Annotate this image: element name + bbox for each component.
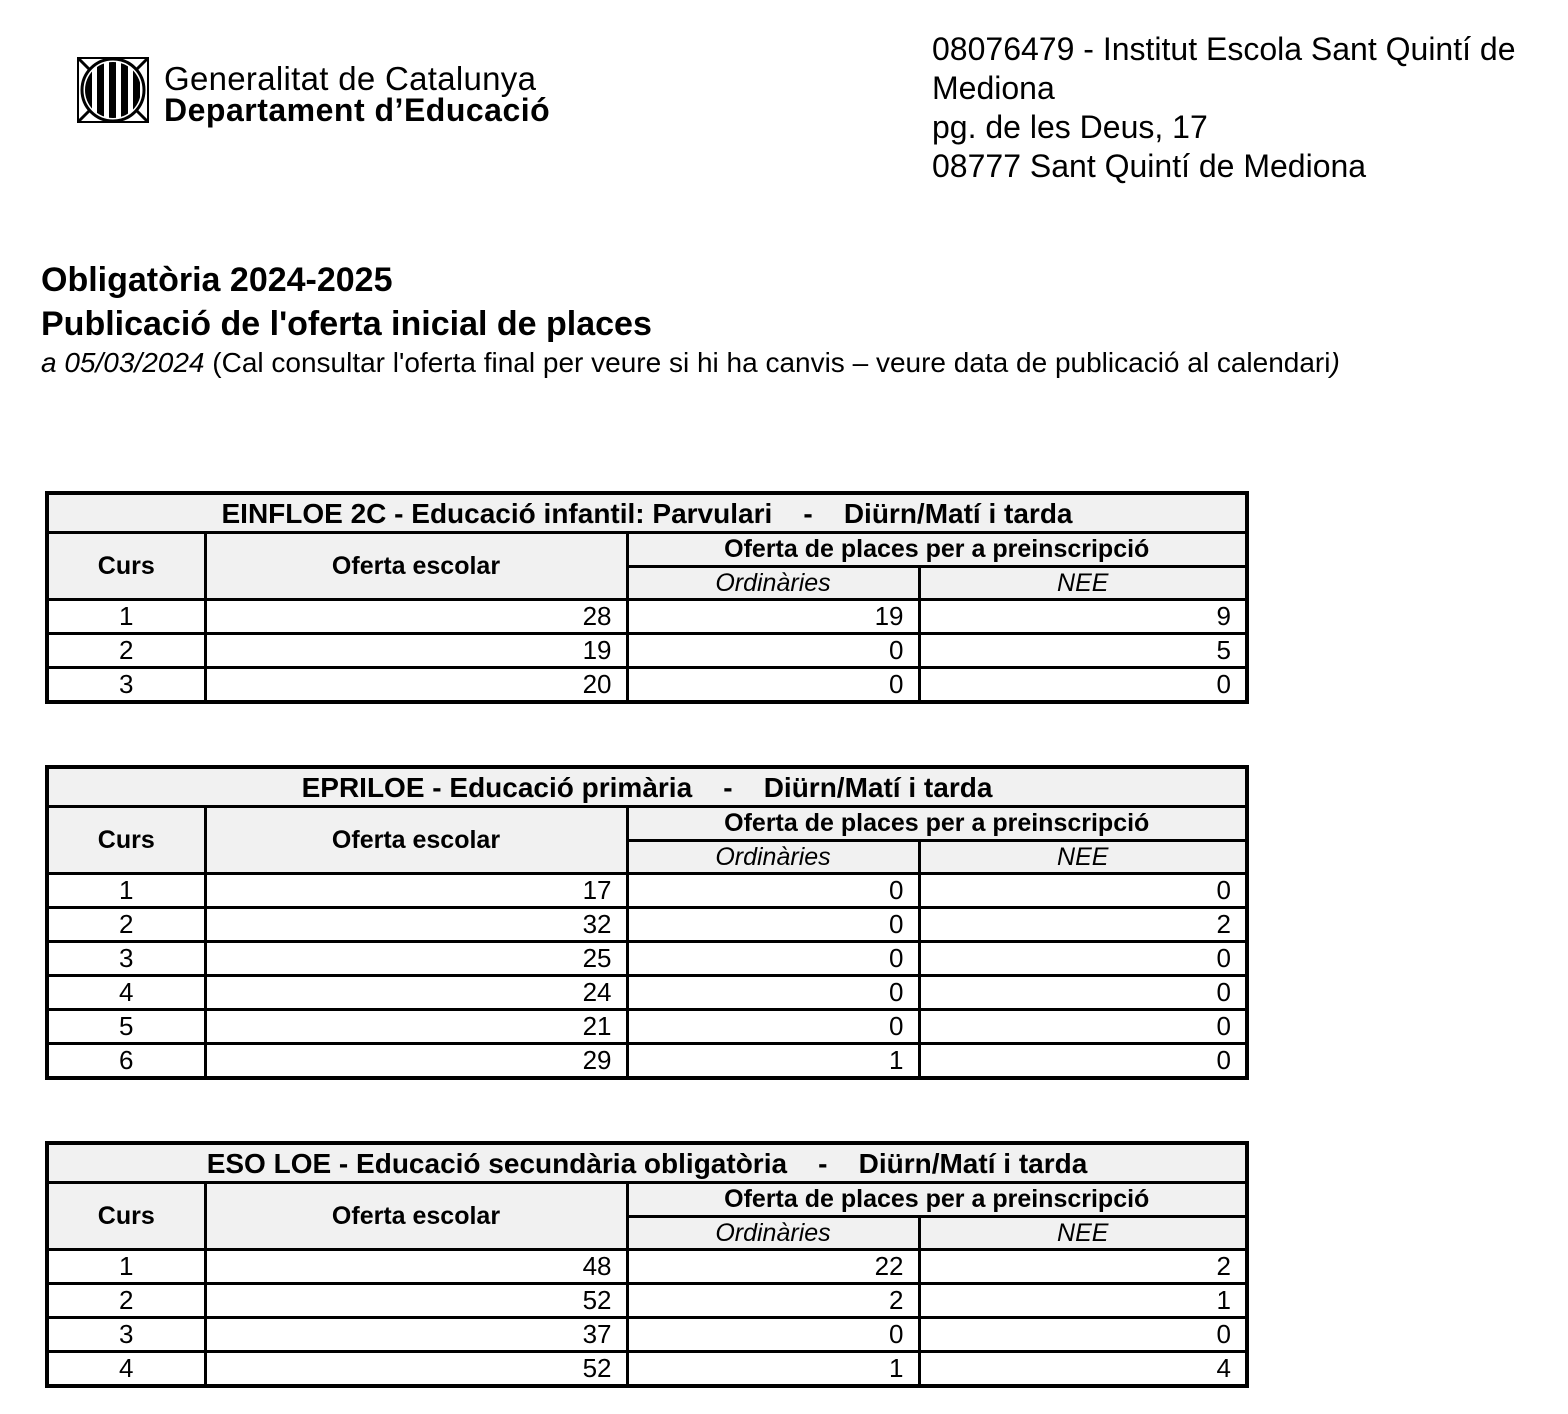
table-row — [47, 1284, 1247, 1318]
header-curs: Curs — [47, 807, 205, 874]
cell-oferta-escolar: 52 — [205, 1284, 627, 1318]
cell-ordinaries: 22 — [627, 1250, 919, 1284]
generalitat-logo — [77, 57, 149, 123]
cell-nee: 0 — [919, 976, 1247, 1010]
table-row — [47, 1010, 1247, 1044]
table-title: EINFLOE 2C - Educació infantil: Parvulari - Diürn/Matí i tarda — [47, 493, 1247, 533]
cell-oferta-escolar: 19 — [205, 634, 627, 668]
cell-nee: 0 — [919, 942, 1247, 976]
header-ordinaries: Ordinàries — [627, 567, 919, 600]
header-nee: NEE — [919, 1217, 1247, 1250]
table-row — [47, 1318, 1247, 1352]
table-row — [47, 874, 1247, 908]
table-row — [47, 600, 1247, 634]
cell-nee: 0 — [919, 1044, 1247, 1079]
publication-date: a 05/03/2024 — [41, 347, 205, 378]
cell-ordinaries: 0 — [627, 634, 919, 668]
cell-curs: 1 — [47, 874, 205, 908]
table-row — [47, 908, 1247, 942]
cell-curs: 5 — [47, 1010, 205, 1044]
cell-ordinaries: 0 — [627, 942, 919, 976]
cell-nee: 9 — [919, 600, 1247, 634]
cell-nee: 0 — [919, 668, 1247, 703]
school-name-cont: Mediona — [932, 70, 1055, 106]
cell-oferta-escolar: 21 — [205, 1010, 627, 1044]
cell-nee: 4 — [919, 1352, 1247, 1387]
header-preinscripcio: Oferta de places per a preinscripció — [627, 1183, 1247, 1217]
subtitle-close: ) — [1330, 347, 1340, 378]
cell-curs: 4 — [47, 1352, 205, 1387]
subtitle — [41, 347, 1340, 379]
cell-curs: 4 — [47, 976, 205, 1010]
cell-curs: 1 — [47, 600, 205, 634]
cell-nee: 0 — [919, 1010, 1247, 1044]
header-curs: Curs — [47, 1183, 205, 1250]
subtitle-note: (Cal consultar l'oferta final per veure si hi ha canvis – veure data de publicació al calendari — [204, 347, 1331, 378]
cell-oferta-escolar: 29 — [205, 1044, 627, 1079]
offer-table — [45, 1141, 1249, 1388]
table-row — [47, 942, 1247, 976]
cell-nee: 2 — [919, 908, 1247, 942]
org-name: Generalitat de Catalunya — [164, 60, 537, 97]
cell-curs: 1 — [47, 1250, 205, 1284]
cell-curs: 3 — [47, 942, 205, 976]
cell-curs: 3 — [47, 668, 205, 703]
cell-nee: 0 — [919, 1318, 1247, 1352]
header-ordinaries: Ordinàries — [627, 1217, 919, 1250]
cell-ordinaries: 0 — [627, 668, 919, 703]
table-row — [47, 634, 1247, 668]
cell-oferta-escolar: 17 — [205, 874, 627, 908]
department-name: Departament d’Educació — [164, 92, 551, 128]
cell-oferta-escolar: 37 — [205, 1318, 627, 1352]
cell-oferta-escolar: 28 — [205, 600, 627, 634]
table-row — [47, 1352, 1247, 1387]
cell-curs: 6 — [47, 1044, 205, 1079]
title-publication: Publicació de l'oferta inicial de places — [41, 305, 652, 343]
cell-ordinaries: 0 — [627, 908, 919, 942]
document-title — [41, 258, 652, 346]
header-preinscripcio: Oferta de places per a preinscripció — [627, 807, 1247, 841]
school-city: 08777 Sant Quintí de Mediona — [932, 148, 1367, 184]
header-nee: NEE — [919, 567, 1247, 600]
cell-nee: 5 — [919, 634, 1247, 668]
cell-curs: 2 — [47, 634, 205, 668]
cell-oferta-escolar: 24 — [205, 976, 627, 1010]
cell-oferta-escolar: 48 — [205, 1250, 627, 1284]
cell-oferta-escolar: 25 — [205, 942, 627, 976]
table-row — [47, 668, 1247, 703]
cell-ordinaries: 1 — [627, 1352, 919, 1387]
cell-nee: 2 — [919, 1250, 1247, 1284]
header-oferta-escolar: Oferta escolar — [205, 807, 627, 874]
offer-table — [45, 491, 1249, 704]
school-street: pg. de les Deus, 17 — [932, 109, 1208, 145]
header-ordinaries: Ordinàries — [627, 841, 919, 874]
table-title: EPRILOE - Educació primària - Diürn/Matí i tarda — [47, 767, 1247, 807]
header-nee: NEE — [919, 841, 1247, 874]
cell-curs: 3 — [47, 1318, 205, 1352]
table-row — [47, 1044, 1247, 1079]
offer-table — [45, 765, 1249, 1080]
cell-curs: 2 — [47, 1284, 205, 1318]
cell-curs: 2 — [47, 908, 205, 942]
cell-oferta-escolar: 52 — [205, 1352, 627, 1387]
header-preinscripcio: Oferta de places per a preinscripció — [627, 533, 1247, 567]
cell-ordinaries: 0 — [627, 874, 919, 908]
cell-ordinaries: 2 — [627, 1284, 919, 1318]
cell-ordinaries: 1 — [627, 1044, 919, 1079]
cell-ordinaries: 0 — [627, 976, 919, 1010]
table-title: ESO LOE - Educació secundària obligatòria - Diürn/Matí i tarda — [47, 1143, 1247, 1183]
header-oferta-escolar: Oferta escolar — [205, 533, 627, 600]
cell-nee: 0 — [919, 874, 1247, 908]
cell-ordinaries: 0 — [627, 1318, 919, 1352]
table-row — [47, 1250, 1247, 1284]
header-curs: Curs — [47, 533, 205, 600]
school-name: 08076479 - Institut Escola Sant Quintí de — [932, 31, 1516, 67]
cell-oferta-escolar: 20 — [205, 668, 627, 703]
school-address — [932, 30, 1515, 186]
table-row — [47, 976, 1247, 1010]
cell-ordinaries: 19 — [627, 600, 919, 634]
cell-nee: 1 — [919, 1284, 1247, 1318]
cell-ordinaries: 0 — [627, 1010, 919, 1044]
title-year: Obligatòria 2024-2025 — [41, 261, 393, 299]
cell-oferta-escolar: 32 — [205, 908, 627, 942]
header-oferta-escolar: Oferta escolar — [205, 1183, 627, 1250]
